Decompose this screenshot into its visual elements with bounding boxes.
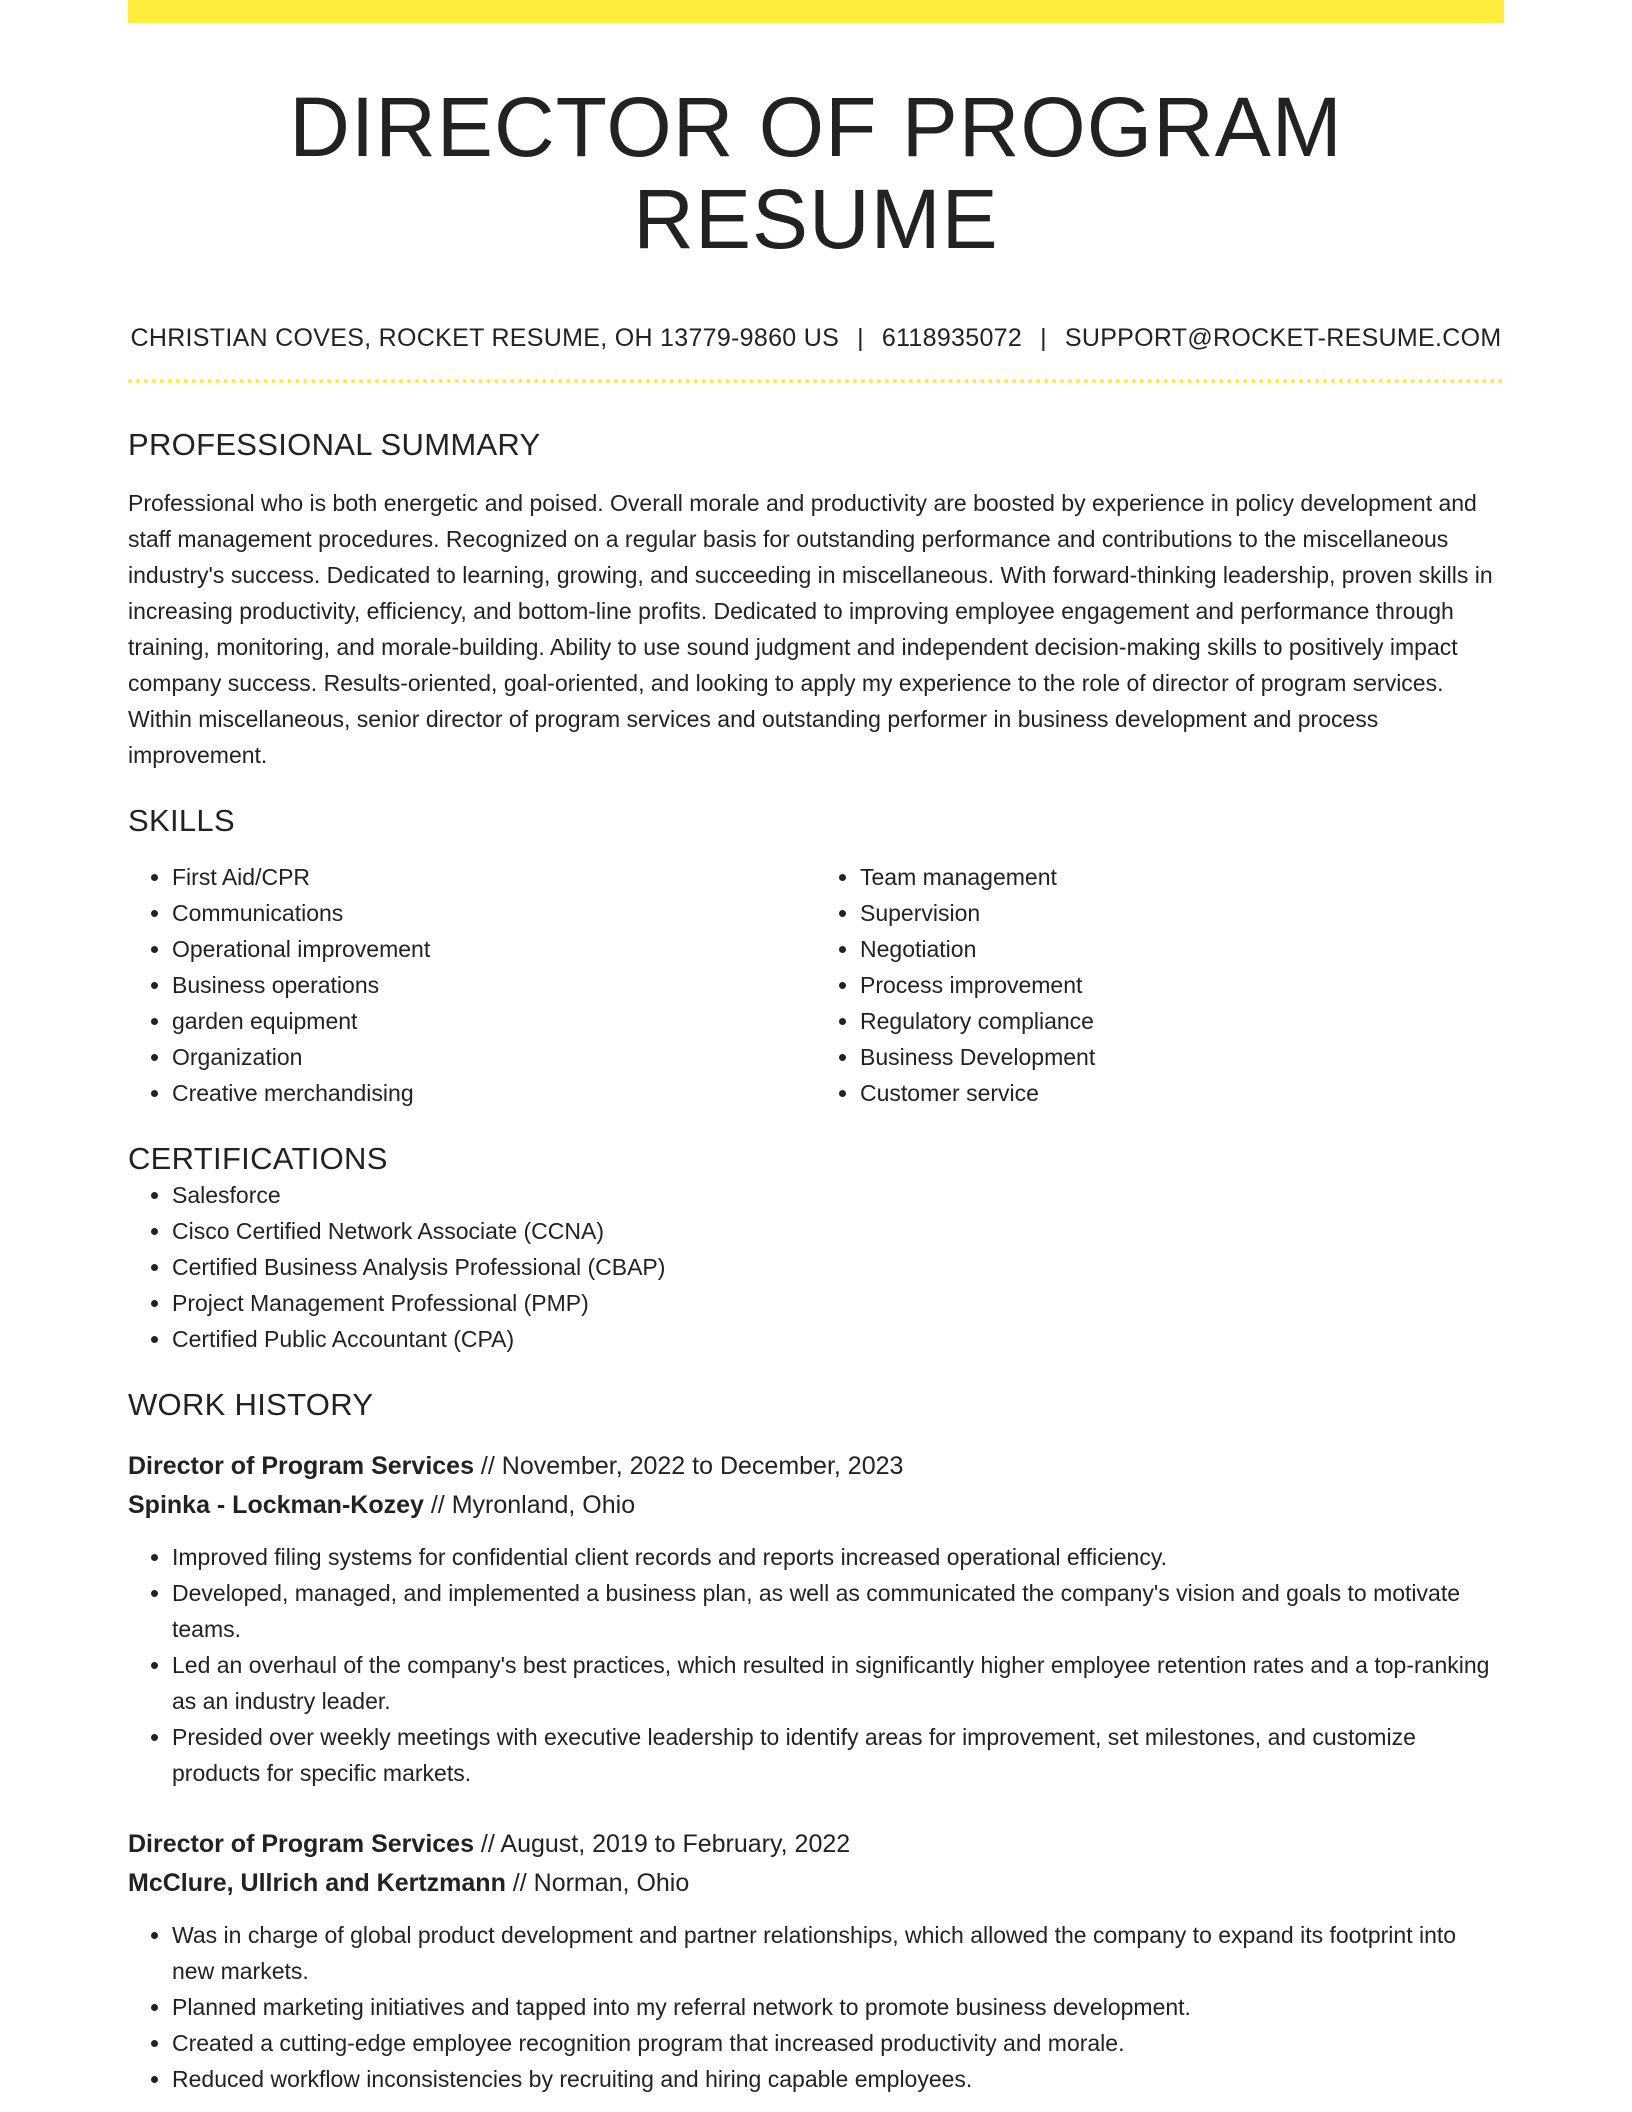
list-item: • Planned marketing initiatives and tapped into my referral network to promote business development. [172,1989,1504,2025]
job-company-line [128,1486,1504,1525]
job-bullets [128,1917,1504,2097]
list-item: • Certified Public Accountant (CPA) [172,1321,1504,1357]
list-item: • Business operations [172,967,816,1003]
list-item: • Process improvement [860,967,1504,1003]
list-item: • Was in charge of global product development and partner relationships, which allowed the company to expand its footprint into new markets. [172,1917,1504,1989]
job-location: // Norman, Ohio [505,1868,690,1897]
contact-email: SUPPORT@ROCKET-RESUME.COM [1064,323,1502,352]
contact-separator: | [857,323,864,352]
job-company: Spinka - Lockman-Kozey [128,1490,424,1519]
list-item: • Improved filing systems for confidential client records and reports increased operational efficiency. [172,1539,1504,1575]
top-accent-bar [128,0,1504,23]
job-title-line [128,1447,1504,1486]
job-dates: // November, 2022 to December, 2023 [473,1451,904,1480]
contact-line [128,324,1504,353]
list-item: • Created a cutting-edge employee recognition program that increased productivity and morale. [172,2025,1504,2061]
job-title: Director of Program Services [128,1829,474,1858]
list-item: • Reduced workflow inconsistencies by recruiting and hiring capable employees. [172,2061,1504,2097]
list-item: • Team management [860,859,1504,895]
skills-list-right [816,859,1504,1111]
list-item: • Presided over weekly meetings with executive leadership to identify areas for improvement, set milestones, and customize products for specific markets. [172,1719,1504,1791]
list-item: • Negotiation [860,931,1504,967]
certifications-heading: CERTIFICATIONS [128,1140,388,1176]
job-bullets [128,1539,1504,1791]
certifications-list [128,1177,1504,1357]
job-title: Director of Program Services [128,1451,474,1480]
list-item: • Salesforce [172,1177,1504,1213]
job-title-line [128,1825,1504,1864]
list-item: • Supervision [860,895,1504,931]
list-item: • First Aid/CPR [172,859,816,895]
list-item: • Operational improvement [172,931,816,967]
list-item: • Creative merchandising [172,1075,816,1111]
skills-list-left [128,859,816,1111]
list-item: • Led an overhaul of the company's best practices, which resulted in significantly higher employee retention rates and a top-ranking as an industry leader. [172,1647,1504,1719]
summary-heading: PROFESSIONAL SUMMARY [128,426,541,462]
job-location: // Myronland, Ohio [423,1490,636,1519]
job-entry [128,1447,1504,1791]
work-history-heading: WORK HISTORY [128,1386,374,1422]
list-item: • Customer service [860,1075,1504,1111]
resume-title: DIRECTOR OF PROGRAM RESUME [289,80,1343,267]
list-item: • Cisco Certified Network Associate (CCNA) [172,1213,1504,1249]
dotted-divider [128,379,1504,383]
resume-page [128,0,1504,2097]
list-item: • Communications [172,895,816,931]
list-item: • Business Development [860,1039,1504,1075]
contact-address: CHRISTIAN COVES, ROCKET RESUME, OH 13779-9860 US [130,323,840,352]
skills-columns [128,859,1504,1111]
job-company-line [128,1864,1504,1903]
skills-heading: SKILLS [128,802,235,838]
contact-phone: 6118935072 [881,323,1023,352]
list-item: • garden equipment [172,1003,816,1039]
contact-separator: | [1040,323,1047,352]
list-item: • Organization [172,1039,816,1075]
list-item: • Certified Business Analysis Professional (CBAP) [172,1249,1504,1285]
list-item: • Project Management Professional (PMP) [172,1285,1504,1321]
job-entry [128,1825,1504,2097]
summary-text: Professional who is both energetic and poised. Overall morale and productivity are boosted by experience in policy development and staff management procedures. Recognized on a regular basis for outstanding performance and contributions to the miscellaneous industry's success. Dedicated to learning, growing, and succeeding in miscellaneous. With forward-thinking leadership, proven skills in increasing productivity, efficiency, and bottom-line profits. Dedicated to improving employee engagement and performance through training, monitoring, and morale-building. Ability to use sound judgment and independent decision-making skills to positively impact company success. Results-oriented, goal-oriented, and looking to apply my experience to the role of director of program services. Within miscellaneous, senior director of program services and outstanding performer in business development and process improvement. [128,489,1493,768]
list-item: • Regulatory compliance [860,1003,1504,1039]
job-company: McClure, Ullrich and Kertzmann [128,1868,506,1897]
job-dates: // August, 2019 to February, 2022 [473,1829,851,1858]
list-item: • Developed, managed, and implemented a business plan, as well as communicated the company's vision and goals to motivate teams. [172,1575,1504,1647]
